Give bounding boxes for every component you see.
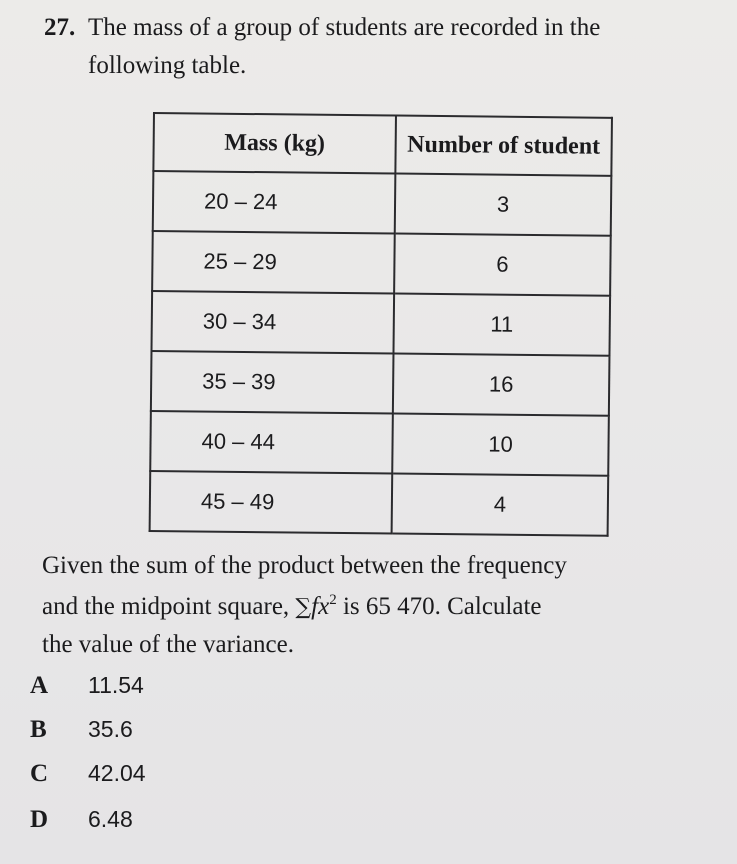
column-header-number: Number of student: [395, 116, 612, 176]
column-header-mass: Mass (kg): [153, 113, 396, 174]
mass-frequency-table: [149, 112, 613, 537]
mass-cell: 45 – 49: [150, 471, 393, 534]
table-row: [151, 291, 610, 356]
mass-cell: 35 – 39: [151, 351, 394, 414]
problem-text-before-formula: and the midpoint square,: [42, 593, 296, 620]
count-cell: 4: [392, 474, 609, 536]
question-text-line1: The mass of a group of students are recorded in the: [88, 14, 601, 41]
table-row: [150, 411, 609, 476]
table-header-row: [153, 113, 612, 176]
count-cell: 16: [393, 354, 610, 416]
option-letter: D: [30, 806, 49, 833]
answer-option-a[interactable]: [30, 672, 144, 700]
mass-cell: 40 – 44: [150, 411, 393, 474]
problem-text-line2: [42, 592, 542, 621]
count-cell: 3: [395, 174, 612, 236]
option-value: 42.04: [88, 760, 146, 786]
sigma-symbol: ∑: [295, 595, 312, 620]
question-number: 27.: [44, 14, 76, 41]
option-value: 11.54: [88, 672, 144, 698]
mass-cell: 20 – 24: [153, 171, 396, 234]
mass-cell: 30 – 34: [151, 291, 394, 354]
table-row: [150, 471, 609, 536]
count-cell: 10: [392, 414, 609, 476]
option-value: 6.48: [88, 806, 133, 832]
option-letter: A: [30, 672, 49, 699]
table-row: [152, 231, 611, 296]
answer-option-b[interactable]: [30, 716, 133, 744]
answer-option-d[interactable]: [30, 806, 133, 834]
answer-option-c[interactable]: [30, 760, 146, 788]
option-letter: C: [30, 760, 49, 787]
problem-text-line1: Given the sum of the product between the frequency: [42, 552, 567, 579]
option-letter: B: [30, 716, 47, 743]
problem-text-line3: the value of the variance.: [42, 631, 294, 658]
formula-exponent: 2: [329, 592, 337, 608]
count-cell: 6: [394, 234, 611, 296]
option-value: 35.6: [88, 716, 133, 742]
table-row: [151, 351, 610, 416]
problem-text-after-formula: is 65 470. Calculate: [336, 593, 542, 620]
table-row: [153, 171, 612, 236]
formula-fx: fx: [311, 593, 330, 620]
question-text-line2: following table.: [88, 52, 247, 79]
count-cell: 11: [393, 294, 610, 356]
mass-cell: 25 – 29: [152, 231, 395, 294]
